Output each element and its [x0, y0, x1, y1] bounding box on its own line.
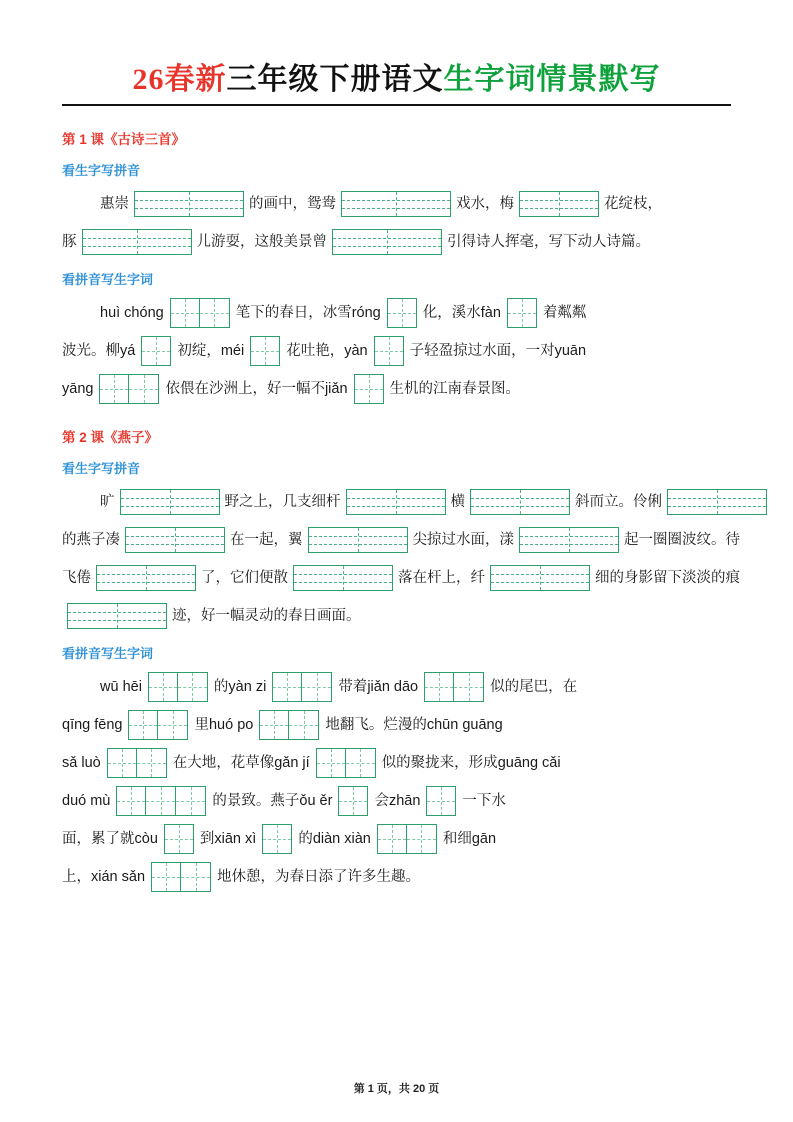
character-cell[interactable] [176, 786, 206, 816]
character-cell[interactable] [454, 672, 484, 702]
character-cell[interactable] [164, 824, 194, 854]
exercise-line [62, 487, 731, 517]
sentence-text: 花吐艳， [286, 342, 345, 359]
sentence-text: 会 [374, 792, 389, 809]
pinyin-prompt: méi [220, 342, 245, 359]
character-grid[interactable] [507, 298, 537, 328]
pinyin-prompt: yàn [344, 342, 368, 359]
sentence-text: 上， [62, 868, 91, 885]
document-title-block [62, 52, 731, 106]
pinyin-answer-blank[interactable] [470, 489, 570, 515]
sentence-text: 横 [450, 493, 465, 510]
character-cell[interactable] [377, 824, 407, 854]
character-cell[interactable] [289, 710, 319, 740]
character-grid[interactable] [107, 748, 167, 778]
character-grid[interactable] [164, 824, 194, 854]
sentence-text: 旷 [100, 493, 115, 510]
pinyin-prompt: guāng cǎi [497, 754, 561, 771]
sentence-text: 的燕子凑 [62, 531, 120, 548]
character-cell[interactable] [302, 672, 332, 702]
character-cell[interactable] [387, 298, 417, 328]
sentence-text: 子轻盈掠过水面，一对 [409, 342, 555, 359]
section-heading: 看生字写拼音 [62, 163, 141, 178]
pinyin-prompt: diàn xiàn [312, 830, 371, 847]
pinyin-answer-blank[interactable] [82, 229, 192, 255]
character-grid[interactable] [424, 672, 484, 702]
character-grid[interactable] [316, 748, 376, 778]
pinyin-prompt: jiǎn dāo [367, 678, 419, 695]
character-grid[interactable] [262, 824, 292, 854]
exercise-line [62, 786, 731, 816]
sentence-text: 一下水 [462, 792, 506, 809]
title-divider [62, 104, 731, 106]
character-cell[interactable] [99, 374, 129, 404]
sentence-text: 豚 [62, 233, 77, 250]
pinyin-prompt: còu [134, 830, 158, 847]
sentence-text: 生机的江南春景图。 [389, 380, 521, 397]
pinyin-answer-blank[interactable] [519, 527, 619, 553]
exercise-line [62, 189, 731, 219]
pinyin-answer-blank[interactable] [293, 565, 393, 591]
pinyin-answer-blank[interactable] [341, 191, 451, 217]
pinyin-prompt: gǎn jí [274, 754, 310, 771]
sentence-text: 到 [199, 830, 215, 847]
pinyin-prompt: yá [120, 342, 136, 359]
title-part-red: 26春新 [132, 63, 227, 96]
pinyin-blank-midline [137, 230, 138, 254]
pinyin-blank-midline [175, 528, 176, 552]
sentence-text: 斜而立。伶俐 [575, 493, 662, 510]
exercise-line [62, 710, 731, 740]
exercise-line [62, 862, 731, 892]
title-part-green: 生字词情景默写 [443, 63, 661, 96]
pinyin-prompt: jiǎn [324, 380, 348, 397]
pinyin-prompt: gān [471, 830, 497, 847]
sentence-text: 地翻飞。烂漫的 [325, 716, 427, 733]
exercise-block [62, 487, 740, 631]
pinyin-blank-midline [117, 604, 118, 628]
exercise-line [62, 601, 731, 631]
character-cell[interactable] [354, 374, 384, 404]
character-cell[interactable] [272, 672, 302, 702]
character-cell[interactable] [128, 710, 158, 740]
exercise-line [62, 672, 731, 702]
sentence-text: 似的尾巴，在 [490, 678, 578, 695]
sentence-text: 里 [194, 716, 209, 733]
sentence-text: 的 [213, 678, 229, 695]
pinyin-blank-midline [520, 490, 521, 514]
pinyin-answer-blank[interactable] [346, 489, 446, 515]
character-cell[interactable] [148, 672, 178, 702]
pinyin-blank-midline [540, 566, 541, 590]
sentence-text: 面，累了就 [62, 830, 135, 847]
pinyin-prompt: yāng [62, 380, 94, 397]
title-part-black: 三年级下册语文 [226, 63, 444, 96]
exercise-line [62, 374, 731, 404]
page-footer: 第 1 页，共 20 页 [353, 1083, 440, 1095]
character-cell[interactable] [178, 672, 208, 702]
pinyin-prompt: chūn guāng [426, 716, 503, 733]
pinyin-prompt: duó mù [62, 792, 111, 809]
sentence-text: 笔下的春日，冰雪 [235, 304, 352, 321]
lesson-heading: 第 1 课《古诗三首》 [62, 132, 186, 147]
pinyin-prompt: róng [351, 304, 381, 321]
character-cell[interactable] [170, 298, 200, 328]
character-grid[interactable] [338, 786, 368, 816]
character-grid[interactable] [128, 710, 188, 740]
pinyin-answer-blank[interactable] [519, 191, 599, 217]
pinyin-blank-midline [358, 528, 359, 552]
pinyin-answer-blank[interactable] [332, 229, 442, 255]
pinyin-prompt: huó po [208, 716, 254, 733]
section-heading: 看拼音写生字词 [62, 272, 154, 287]
exercise-line [62, 336, 731, 366]
sentence-text: 了，它们便散 [201, 569, 288, 586]
pinyin-answer-blank[interactable] [120, 489, 220, 515]
sentence-text: 的景致。燕子 [212, 792, 300, 809]
sentence-text: 带着 [338, 678, 368, 695]
pinyin-blank-midline [559, 192, 560, 216]
character-grid[interactable] [374, 336, 404, 366]
sentence-text: 花绽枝， [604, 195, 662, 212]
pinyin-prompt: xián sǎn [91, 868, 146, 885]
pinyin-prompt: qīng fēng [62, 716, 123, 733]
pinyin-prompt: huì chóng [100, 304, 164, 321]
character-cell[interactable] [129, 374, 159, 404]
pinyin-answer-blank[interactable] [308, 527, 408, 553]
character-grid[interactable] [151, 862, 211, 892]
sentence-text: 尖掠过水面，漾 [412, 531, 514, 548]
character-grid[interactable] [426, 786, 456, 816]
pinyin-blank-midline [396, 192, 397, 216]
character-grid[interactable] [387, 298, 417, 328]
pinyin-answer-blank[interactable] [134, 191, 244, 217]
section-heading: 看生字写拼音 [62, 461, 141, 476]
pinyin-answer-blank[interactable] [125, 527, 225, 553]
sentence-text: 和细 [442, 830, 472, 847]
sentence-text: 引得诗人挥毫，写下动人诗篇。 [447, 233, 650, 250]
sentence-text: 的 [298, 830, 313, 847]
character-cell[interactable] [259, 710, 289, 740]
sentence-text: 似的聚拢来，形成 [381, 754, 498, 771]
character-cell[interactable] [374, 336, 404, 366]
sentence-text: 野之上，几支细杆 [224, 493, 341, 510]
pinyin-prompt: yàn zi [228, 678, 267, 695]
pinyin-prompt: zhān [388, 792, 421, 809]
character-grid[interactable] [259, 710, 319, 740]
pinyin-answer-blank[interactable] [67, 603, 167, 629]
character-grid[interactable] [272, 672, 332, 702]
sentence-text: 初绽， [177, 342, 221, 359]
character-cell[interactable] [346, 748, 376, 778]
sentence-text: 儿游耍，这般美景曾 [196, 233, 327, 250]
character-cell[interactable] [137, 748, 167, 778]
character-cell[interactable] [151, 862, 181, 892]
character-cell[interactable] [181, 862, 211, 892]
character-cell[interactable] [146, 786, 176, 816]
pinyin-blank-midline [189, 192, 190, 216]
sentence-text: 迹，好一幅灵动的春日画面。 [172, 607, 361, 624]
sentence-text: 依偎在沙洲上，好一幅不 [165, 380, 325, 397]
character-cell[interactable] [158, 710, 188, 740]
sentence-text: 起一圈圈波纹。待 [624, 531, 740, 548]
pinyin-answer-blank[interactable] [490, 565, 590, 591]
sentence-text: 在大地，花草像 [172, 754, 275, 771]
pinyin-blank-midline [146, 566, 147, 590]
character-grid[interactable] [116, 786, 206, 816]
character-cell[interactable] [316, 748, 346, 778]
sentence-text: 戏水，梅 [456, 195, 514, 212]
sentence-text: 落在杆上，纤 [398, 569, 485, 586]
pinyin-blank-midline [717, 490, 718, 514]
sentence-text: 的画中，鸳鸯 [249, 195, 336, 212]
character-cell[interactable] [107, 748, 137, 778]
exercise-line [62, 298, 731, 328]
character-grid[interactable] [148, 672, 208, 702]
exercise-line [62, 563, 740, 593]
page-title [62, 62, 731, 98]
pinyin-answer-blank[interactable] [96, 565, 196, 591]
sentence-text: 化，溪水 [422, 304, 481, 321]
pinyin-prompt: yuān [554, 342, 587, 359]
character-cell[interactable] [338, 786, 368, 816]
character-grid[interactable] [141, 336, 171, 366]
sentence-text: 细的身影留下淡淡的痕 [595, 569, 740, 586]
character-cell[interactable] [507, 298, 537, 328]
lesson-heading: 第 2 课《燕子》 [62, 430, 159, 445]
exercise-line [62, 748, 731, 778]
pinyin-blank-midline [343, 566, 344, 590]
pinyin-blank-midline [396, 490, 397, 514]
character-grid[interactable] [354, 374, 384, 404]
pinyin-blank-midline [387, 230, 388, 254]
character-cell[interactable] [262, 824, 292, 854]
exercise-line [62, 227, 731, 257]
sentence-text: 在一起，翼 [230, 531, 303, 548]
character-cell[interactable] [426, 786, 456, 816]
exercise-line [62, 525, 740, 555]
sentence-text: 惠崇 [100, 195, 129, 212]
character-grid[interactable] [377, 824, 437, 854]
pinyin-blank-midline [170, 490, 171, 514]
worksheet-content [62, 128, 740, 892]
exercise-block [62, 189, 731, 257]
sentence-text: 着粼粼 [542, 304, 587, 321]
pinyin-prompt: wū hēi [100, 678, 142, 695]
exercise-block [62, 298, 731, 404]
sentence-text: 波光。柳 [62, 342, 120, 359]
pinyin-answer-blank[interactable] [667, 489, 767, 515]
pinyin-blank-midline [569, 528, 570, 552]
character-grid[interactable] [99, 374, 159, 404]
character-cell[interactable] [407, 824, 437, 854]
character-grid[interactable] [170, 298, 230, 328]
exercise-line [62, 824, 731, 854]
character-cell[interactable] [200, 298, 230, 328]
section-heading: 看拼音写生字词 [62, 646, 154, 661]
character-grid[interactable] [250, 336, 280, 366]
character-cell[interactable] [250, 336, 280, 366]
pinyin-prompt: xiān xì [214, 830, 257, 847]
pinyin-prompt: sǎ luò [62, 754, 101, 771]
sentence-text: 地休憩，为春日添了许多生趣。 [217, 868, 421, 885]
character-cell[interactable] [116, 786, 146, 816]
exercise-block [62, 672, 731, 892]
character-cell[interactable] [141, 336, 171, 366]
sentence-text: 飞倦 [62, 569, 91, 586]
pinyin-prompt: fàn [480, 304, 501, 321]
character-cell[interactable] [424, 672, 454, 702]
pinyin-prompt: ǒu ěr [299, 792, 333, 809]
